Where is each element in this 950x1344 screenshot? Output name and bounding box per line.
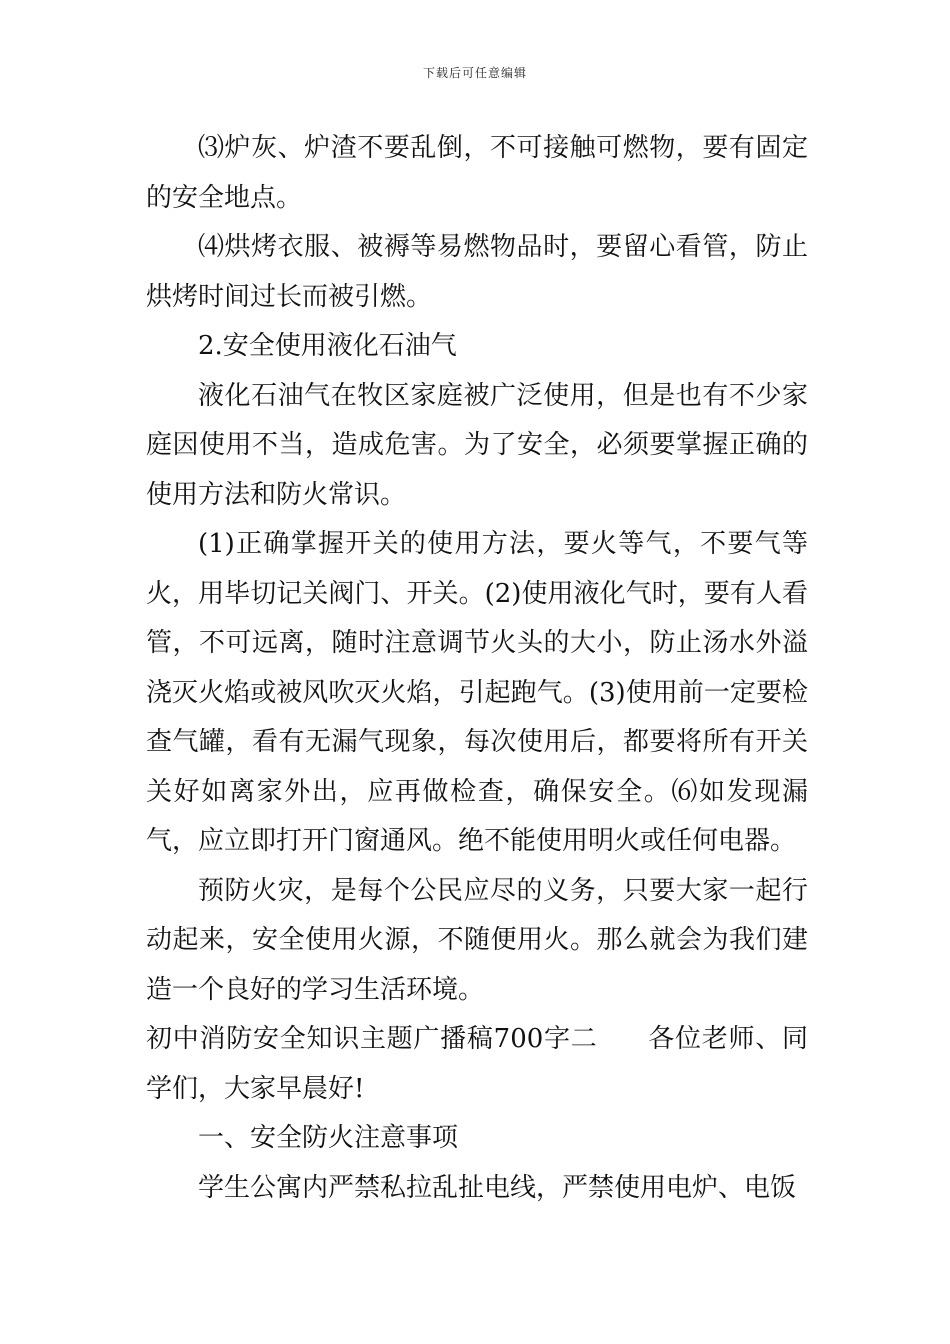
page-header-note: 下载后可任意编辑 xyxy=(422,66,527,80)
broadcast-title: 初中消防安全知识主题广播稿700字二 xyxy=(146,1024,598,1054)
paragraph-fire-prevention-duty: 预防火灾，是每个公民应尽的义务，只要大家一起行动起来，安全使用火源，不随便用火。那么就会为我们建造一个良好的学习生活环境。 xyxy=(146,875,808,1005)
paragraph-lpg-intro: 液化石油气在牧区家庭被广泛使用，但是也有不少家庭因使用不当，造成危害。为了安全，必须要掌握正确的使用方法和防火常识。 xyxy=(146,380,808,510)
paragraph-drying-clothes: ⑷烘烤衣服、被褥等易燃物品时，要留心看管，防止烘烤时间过长而被引燃。 xyxy=(146,232,808,312)
paragraph-lpg-rules: (1)正确掌握开关的使用方法，要火等气，不要气等火，用毕切记关阀门、开关。(2)使用液化气时，要有人看管，不可远离，随时注意调节火头的大小，防止汤水外溢浇灭火焰或被风吹灭火焰，引起跑气。(3)使用前一定要检查气罐，看有无漏气现象，每次使用后，都要将所有开关关好如离家外出，应再做检查，确保安全。⑹如发现漏气，应立即打开门窗通风。绝不能使用明火或任何电器。 xyxy=(146,529,808,856)
paragraph-broadcast-title xyxy=(146,1015,808,1114)
broadcast-greeting: 各位老师、同学们，大家早晨好! xyxy=(146,1024,808,1104)
paragraph-stove-ash: ⑶炉灰、炉渣不要乱倒，不可接触可燃物，要有固定的安全地点。 xyxy=(146,133,808,213)
paragraph-dorm-rules: 学生公寓内严禁私拉乱扯电线，严禁使用电炉、电饭 xyxy=(198,1172,797,1203)
document-body xyxy=(146,124,808,1213)
section-heading-lpg: 2.安全使用液化石油气 xyxy=(198,331,457,361)
section-heading-fire-safety: 一、安全防火注意事项 xyxy=(198,1123,459,1153)
